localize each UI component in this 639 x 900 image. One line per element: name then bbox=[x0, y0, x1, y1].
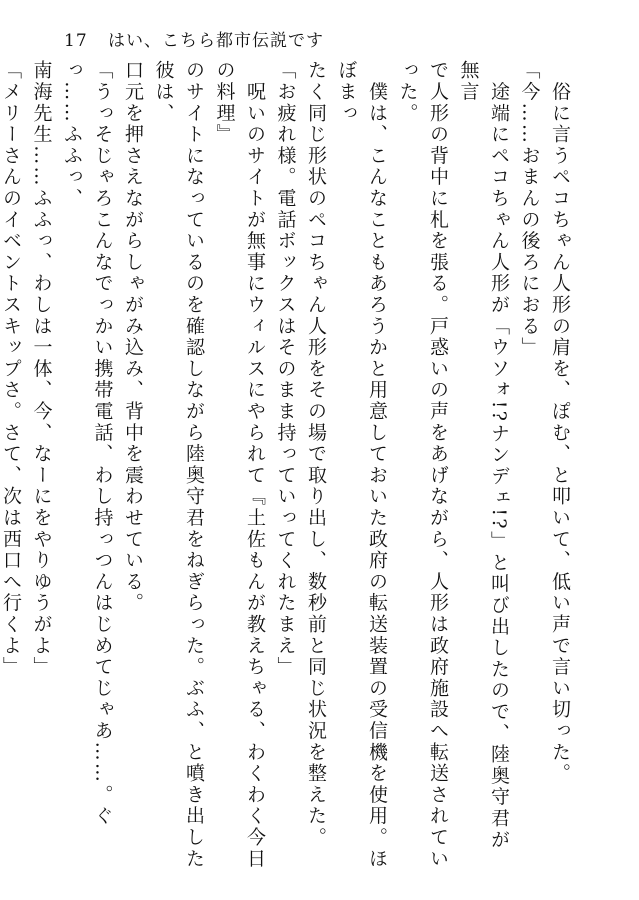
page-number: 17 bbox=[64, 31, 88, 51]
text-line: 僕は、こんなこともあろうかと用意しておいた政府の転送装置の受信機を使用。ほぼまっ bbox=[335, 60, 388, 870]
text-line: たく同じ形状のペコちゃん人形をその場で取り出し、数秒前と同じ状況を整えた。 bbox=[305, 60, 327, 849]
text-line: 「今……おまんの後ろにおる」 bbox=[518, 60, 541, 359]
text-line: 「うっそじゃろこんなでっかい携帯電話、わし持っつんはじめてじゃあ……。ぐっ……ふふっ、 bbox=[61, 60, 114, 827]
text-line: 途端にペコちゃん人形が「ウソォ!?ナンデェ!?」と叫び出したので、陸奥守君が無言 bbox=[457, 60, 510, 851]
text-line: 呪いのサイトが無事にウィルスにやられて『土佐もんが教えちゃる、わくわく今日の料理』 bbox=[213, 60, 266, 870]
text-line: 「メリーさんのイベントスキップさ。さて、次は西口へ行くよ」 bbox=[0, 60, 22, 678]
running-header bbox=[64, 26, 324, 51]
text-line: 「お疲れ様。電話ボックスはそのまま持っていってくれたまえ」 bbox=[274, 60, 297, 678]
text-line: 俗に言うペコちゃん人形の肩を、ぽむ、と叩いて、低い声で言い切った。 bbox=[549, 60, 571, 785]
text-line: 口元を押さえながらしゃがみ込み、背中を震わせている。 bbox=[122, 60, 144, 614]
text-line: 南海先生……ふふっ、わしは一体、今、なーにをやりゆうがよ」 bbox=[30, 60, 53, 678]
text-line: で人形の背中に札を張る。戸惑いの声をあげながら、人形は政府施設へ転送されていった。 bbox=[396, 60, 449, 870]
vertical-body-text bbox=[0, 60, 575, 870]
chapter-title: はい、こちら都市伝説です bbox=[108, 31, 325, 51]
text-line: のサイトになっているのを確認しながら陸奥守君をねぎらった。ぶふ、と噴き出した彼は、 bbox=[152, 60, 205, 870]
